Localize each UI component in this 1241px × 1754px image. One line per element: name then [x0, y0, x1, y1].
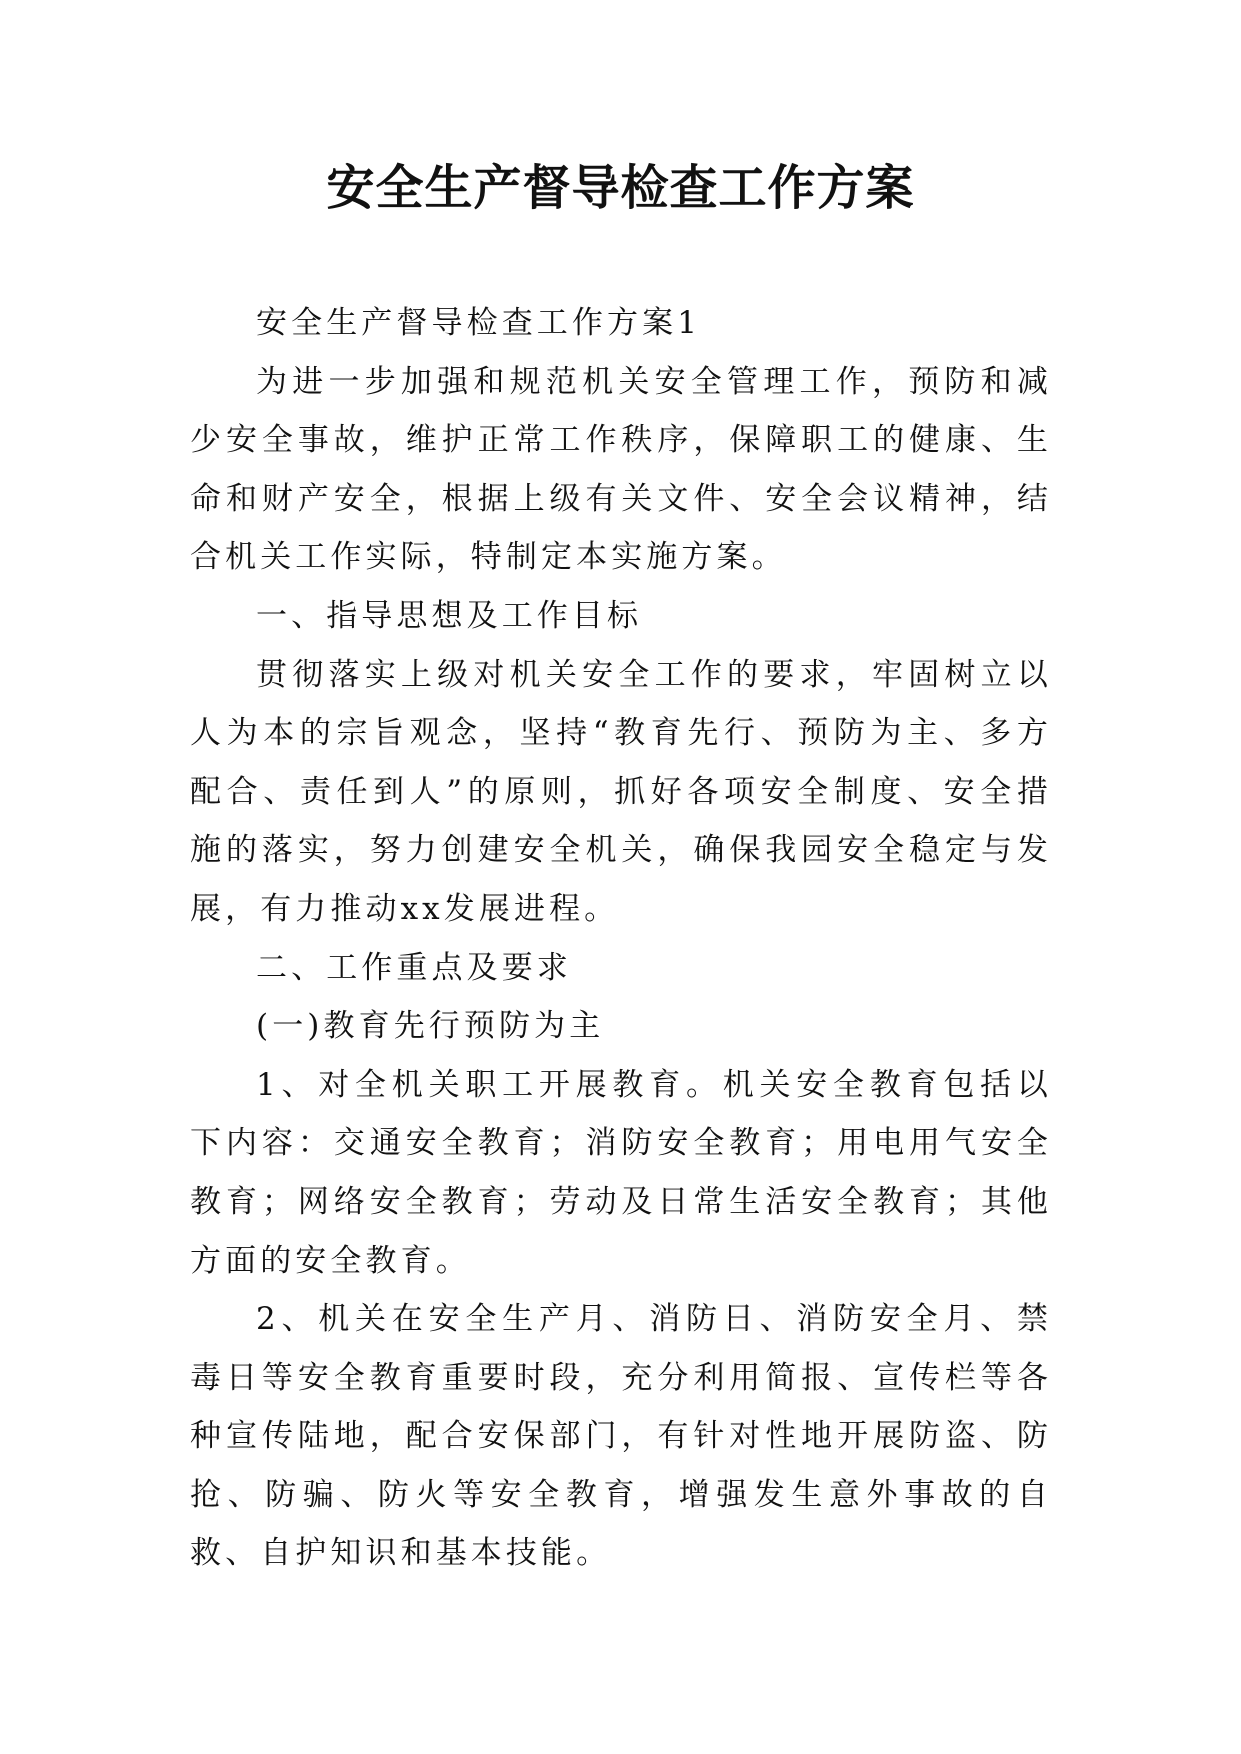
section-heading-plan-1: 安全生产督导检查工作方案1: [256, 305, 702, 341]
subsection-heading-education-first: (一)教育先行预防为主: [256, 1008, 605, 1045]
list-item-1: 1、对全机关职工开展教育。机关安全教育包括以下内容：交通安全教育；消防安全教育；用电用气安全教育；网络安全教育；劳动及日常生活安全教育；其他方面的安全教育。: [190, 1066, 1052, 1279]
section-heading-work-focus: 二、工作重点及要求: [256, 949, 572, 986]
section-heading-guiding-ideology: 一、指导思想及工作目标: [256, 597, 643, 634]
list-item-2: 2、机关在安全生产月、消防日、消防安全月、禁毒日等安全教育重要时段，充分利用简报、宣传栏等各种宣传陆地，配合安保部门，有针对性地开展防盗、防抢、防骗、防火等安全教育，增强发生意外事故的自救、自护知识和基本技能。: [190, 1301, 1052, 1572]
document-body: [190, 294, 1052, 1583]
paragraph-guiding-ideology: 贯彻落实上级对机关安全工作的要求，牢固树立以人为本的宗旨观念，坚持“教育先行、预防为主、多方配合、责任到人”的原则，抓好各项安全制度、安全措施的落实，努力创建安全机关，确保我园安全稳定与发展，有力推动xx发展进程。: [190, 656, 1052, 927]
document-title: 安全生产督导检查工作方案: [326, 160, 915, 216]
paragraph-intro: 为进一步加强和规范机关安全管理工作，预防和减少安全事故，维护正常工作秩序，保障职工的健康、生命和财产安全，根据上级有关文件、安全会议精神，结合机关工作实际，特制定本实施方案。: [190, 363, 1052, 576]
